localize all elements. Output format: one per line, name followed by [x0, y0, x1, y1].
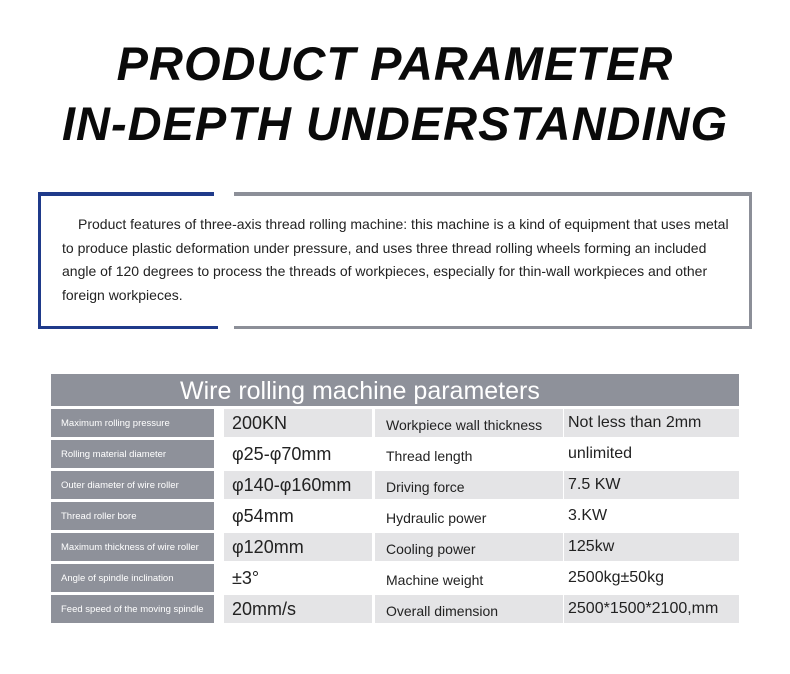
page-title-line-1: PRODUCT PARAMETER: [116, 37, 674, 90]
param-value-secondary: 3.KW: [568, 507, 608, 524]
param-value: φ54mm: [232, 506, 294, 526]
table-row: [51, 409, 739, 437]
param-value: φ120mm: [224, 533, 372, 561]
param-label-secondary: Workpiece wall thickness: [375, 409, 563, 437]
param-label: Maximum thickness of wire roller: [51, 533, 214, 561]
table-row: [51, 564, 739, 592]
param-value: ±3°: [232, 568, 260, 588]
param-label: Feed speed of the moving spindle: [51, 595, 214, 623]
param-label-secondary: Hydraulic power: [386, 510, 487, 526]
frame-accent-right: [749, 192, 752, 329]
param-value: φ25-φ70mm: [232, 444, 332, 464]
table-row: [51, 471, 739, 499]
param-value: φ140-φ160mm: [224, 471, 372, 499]
param-value-secondary: 2500kg±50kg: [568, 569, 664, 586]
table-row: [51, 440, 739, 468]
param-label-secondary: Overall dimension: [375, 595, 563, 623]
param-label-secondary: Machine weight: [386, 572, 484, 588]
frame-accent-top-left: [38, 192, 214, 196]
description-box: [38, 192, 752, 329]
param-value-secondary: unlimited: [568, 445, 633, 462]
param-label-secondary: Cooling power: [375, 533, 563, 561]
parameters-table-header: [51, 374, 739, 406]
param-label-secondary: Driving force: [375, 471, 563, 499]
param-value-secondary: 7.5 KW: [564, 471, 739, 499]
frame-accent-bottom-right: [234, 326, 752, 329]
param-label: Angle of spindle inclination: [51, 564, 214, 592]
param-value-secondary: 2500*1500*2100,mm: [564, 595, 739, 623]
param-value: 200KN: [224, 409, 372, 437]
frame-accent-left: [38, 192, 41, 329]
param-value: 20mm/s: [224, 595, 372, 623]
parameters-table-title: Wire rolling machine parameters: [180, 377, 540, 405]
param-label: Maximum rolling pressure: [51, 409, 214, 437]
param-label-secondary: Thread length: [386, 448, 473, 464]
page-title-line-2: IN-DEPTH UNDERSTANDING: [61, 97, 729, 150]
table-row: [51, 595, 739, 623]
frame-accent-top-right: [234, 192, 752, 196]
frame-accent-bottom-left: [38, 326, 218, 329]
description-text: Product features of three-axis thread rolling machine: this machine is a kind of equipment that uses metal to produce plastic deformation under pressure, and uses three thread rolling wheels forming an included angle of 120 degrees to process the threads of workpieces, especially for thin-wall workpieces and other foreign workpieces.: [62, 216, 729, 303]
table-row: [51, 533, 739, 561]
param-value-secondary: Not less than 2mm: [564, 409, 739, 437]
param-label: Rolling material diameter: [51, 440, 214, 468]
param-value-secondary: 125kw: [564, 533, 739, 561]
table-row: [51, 502, 739, 530]
param-label: Thread roller bore: [51, 502, 214, 530]
param-label: Outer diameter of wire roller: [51, 471, 214, 499]
